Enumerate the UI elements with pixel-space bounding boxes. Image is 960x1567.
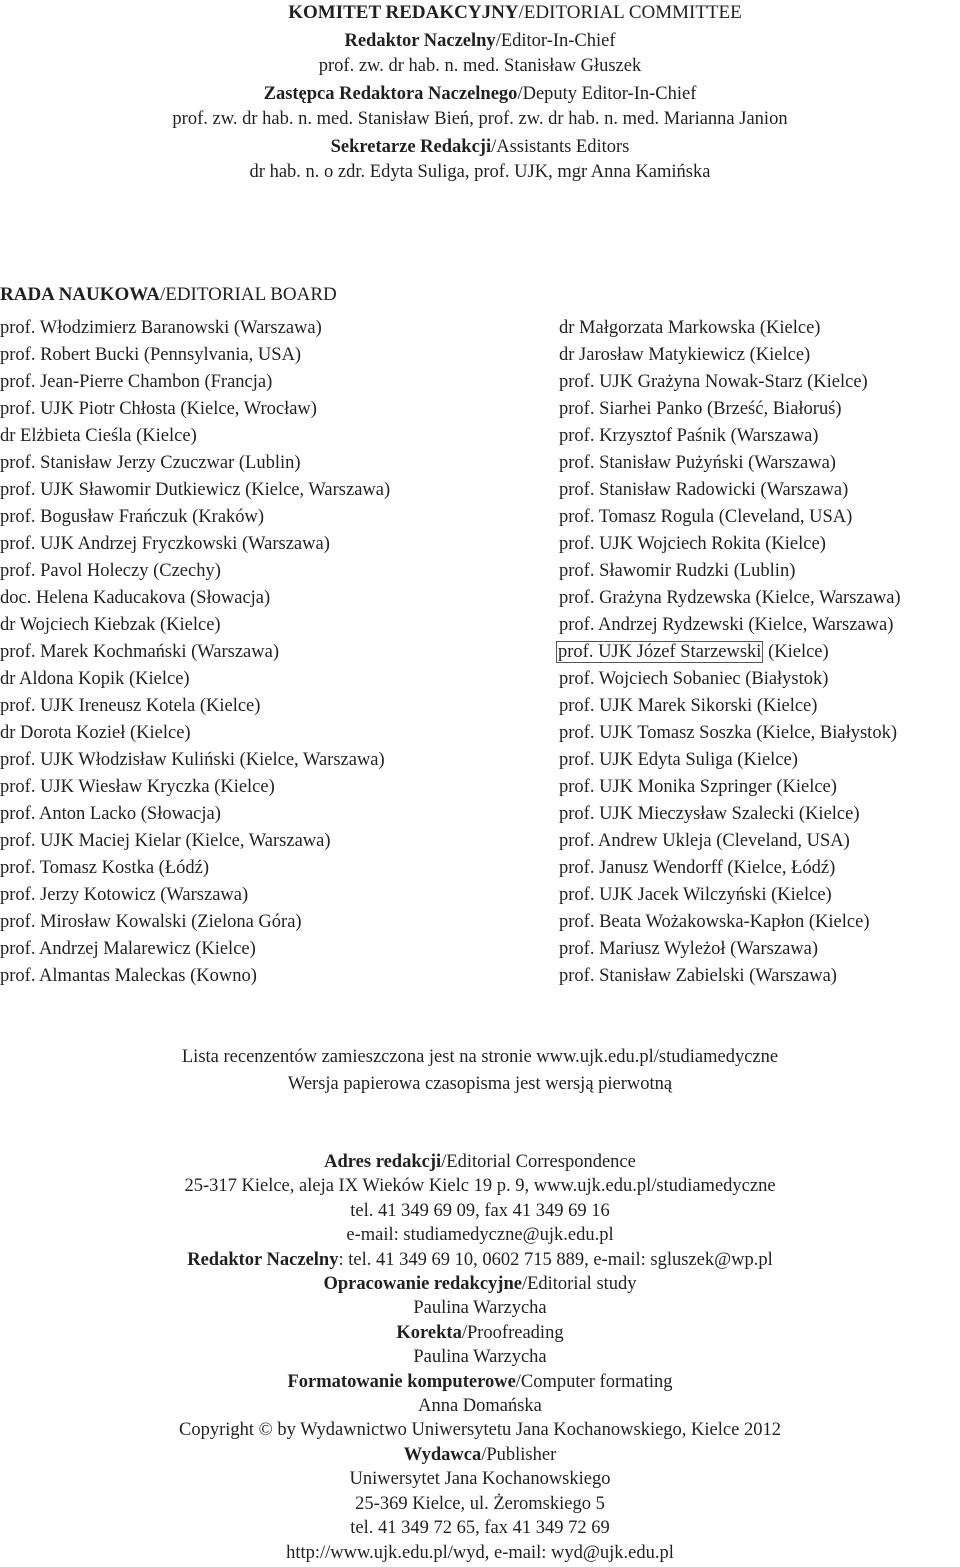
board-member: prof. UJK Mieczysław Szalecki (Kielce) <box>559 804 860 824</box>
reviewers-note: Lista recenzentów zamieszczona jest na stronie www.ujk.edu.pl/studiamedyczne <box>181 1047 779 1067</box>
copyright: Copyright © by Wydawnictwo Uniwersytetu Jana Kochanowskiego, Kielce 2012 <box>179 1420 781 1441</box>
address-street: 25-317 Kielce, aleja IX Wieków Kielc 19 p. 9, www.ujk.edu.pl/studiamedyczne <box>184 1176 776 1197</box>
deputy-editor-names: prof. zw. dr hab. n. med. Stanisław Bień, prof. zw. dr hab. n. med. Marianna Janion <box>172 109 788 129</box>
board-member: prof. Anton Lacko (Słowacja) <box>0 804 221 824</box>
board-member: prof. UJK Maciej Kielar (Kielce, Warszawa) <box>0 831 331 851</box>
publisher-phone: tel. 41 349 72 65, fax 41 349 72 69 <box>350 1518 610 1539</box>
editor-contact: Redaktor Naczelny: tel. 41 349 69 10, 0602 715 889, e-mail: sgluszek@wp.pl <box>187 1249 773 1270</box>
board-member: prof. Janusz Wendorff (Kielce, Łódź) <box>559 858 836 878</box>
proofreading-label: Korekta/Proofreading <box>396 1322 564 1343</box>
highlighted-member-name: prof. UJK Józef Starzewski <box>558 642 762 662</box>
editorial-study-label: Opracowanie redakcyjne/Editorial study <box>323 1274 637 1295</box>
board-member: prof. UJK Wiesław Kryczka (Kielce) <box>0 777 275 797</box>
publisher-name: Uniwersytet Jana Kochanowskiego <box>349 1469 611 1490</box>
deputy-editor-label: Zastępca Redaktora Naczelnego/Deputy Editor-In-Chief <box>263 84 697 104</box>
board-heading: RADA NAUKOWA/EDITORIAL BOARD <box>0 284 337 305</box>
publisher-street: 25-369 Kielce, ul. Żeromskiego 5 <box>355 1493 605 1514</box>
publisher-web: http://www.ujk.edu.pl/wyd, e-mail: wyd@ujk.edu.pl <box>286 1542 674 1563</box>
editor-in-chief-label: Redaktor Naczelny/Editor-In-Chief <box>344 31 616 51</box>
board-member: prof. Siarhei Panko (Brześć, Białoruś) <box>559 399 842 419</box>
board-member: prof. UJK Andrzej Fryczkowski (Warszawa) <box>0 534 330 554</box>
board-member: dr Elżbieta Cieśla (Kielce) <box>0 426 197 446</box>
editorial-committee <box>0 0 960 185</box>
board-member: prof. Wojciech Sobaniec (Białystok) <box>559 669 829 689</box>
board-member: prof. Tomasz Rogula (Cleveland, USA) <box>559 507 853 527</box>
board-member: prof. UJK Wojciech Rokita (Kielce) <box>559 534 826 554</box>
imprint <box>0 1150 960 1565</box>
board-list-right <box>559 315 901 990</box>
board-member: dr Małgorzata Markowska (Kielce) <box>559 318 821 338</box>
board-member: prof. Tomasz Kostka (Łódź) <box>0 858 210 878</box>
board-member: prof. Stanisław Radowicki (Warszawa) <box>559 480 849 500</box>
board-member: prof. Andrzej Rydzewski (Kielce, Warszawa) <box>559 615 894 635</box>
board-member: prof. Pavol Holeczy (Czechy) <box>0 561 221 581</box>
board-member: prof. Krzysztof Paśnik (Warszawa) <box>559 426 819 446</box>
board-member: prof. Włodzimierz Baranowski (Warszawa) <box>0 318 322 338</box>
board-member: prof. Stanisław Pużyński (Warszawa) <box>559 453 836 473</box>
proofreading-name: Paulina Warzycha <box>413 1347 547 1368</box>
board-member: prof. Sławomir Rudzki (Lublin) <box>559 561 796 581</box>
board-member: prof. Marek Kochmański (Warszawa) <box>0 642 279 662</box>
board-member: prof. Mirosław Kowalski (Zielona Góra) <box>0 912 302 932</box>
board-member: prof. UJK Grażyna Nowak-Starz (Kielce) <box>559 372 868 392</box>
board-member: dr Dorota Kozieł (Kielce) <box>0 723 191 743</box>
editorial-study-name: Paulina Warzycha <box>413 1298 547 1319</box>
board-list-left <box>0 315 390 990</box>
board-member: prof. UJK Jacek Wilczyński (Kielce) <box>559 885 832 905</box>
address-label: Adres redakcji/Editorial Correspondence <box>324 1152 636 1172</box>
board-member: prof. UJK Sławomir Dutkiewicz (Kielce, Warszawa) <box>0 480 391 500</box>
highlighted-member-place: (Kielce) <box>763 642 829 662</box>
paper-version-note: Wersja papierowa czasopisma jest wersją pierwotną <box>287 1074 673 1094</box>
address-phone: tel. 41 349 69 09, fax 41 349 69 16 <box>350 1200 610 1221</box>
formatting-name: Anna Domańska <box>418 1396 542 1417</box>
address-email: e-mail: studiamedyczne@ujk.edu.pl <box>346 1225 614 1246</box>
board-member: prof. Bogusław Frańczuk (Kraków) <box>0 507 265 527</box>
committee-heading: KOMITET REDAKCYJNY/EDITORIAL COMMITTEE <box>288 2 742 23</box>
board-member: prof. UJK Edyta Suliga (Kielce) <box>559 750 798 770</box>
board-member: prof. Robert Bucki (Pennsylvania, USA) <box>0 345 302 365</box>
formatting-label: Formatowanie komputerowe/Computer formating <box>287 1371 673 1392</box>
board-member: dr Wojciech Kiebzak (Kielce) <box>0 615 221 635</box>
board-member: prof. UJK Ireneusz Kotela (Kielce) <box>0 696 261 716</box>
board-member: prof. UJK Monika Szpringer (Kielce) <box>559 777 837 797</box>
board-member: doc. Helena Kaducakova (Słowacja) <box>0 588 271 608</box>
board-member: prof. Beata Wożakowska-Kapłon (Kielce) <box>559 912 870 932</box>
secretaries-names: dr hab. n. o zdr. Edyta Suliga, prof. UJK, mgr Anna Kamińska <box>249 162 711 182</box>
board-member: prof. UJK Tomasz Soszka (Kielce, Białystok) <box>559 723 897 743</box>
editor-in-chief-name: prof. zw. dr hab. n. med. Stanisław Głuszek <box>318 56 642 76</box>
board-member: prof. Stanisław Jerzy Czuczwar (Lublin) <box>0 453 301 473</box>
board-member: prof. UJK Piotr Chłosta (Kielce, Wrocław) <box>0 399 317 419</box>
board-member: prof. Jean-Pierre Chambon (Francja) <box>0 372 273 392</box>
board-member: prof. Jerzy Kotowicz (Warszawa) <box>0 885 249 905</box>
notes <box>0 1044 960 1098</box>
publisher-label: Wydawca/Publisher <box>403 1444 557 1465</box>
secretaries-label: Sekretarze Redakcji/Assistants Editors <box>330 137 630 157</box>
board-member: prof. Grażyna Rydzewska (Kielce, Warszawa) <box>559 588 901 608</box>
board-member: prof. Almantas Maleckas (Kowno) <box>0 966 257 986</box>
board-member <box>559 639 901 666</box>
board-member: prof. Mariusz Wyleżoł (Warszawa) <box>559 939 819 959</box>
board-member: dr Jarosław Matykiewicz (Kielce) <box>559 345 811 365</box>
board-member: prof. Stanisław Zabielski (Warszawa) <box>559 966 837 986</box>
board-member: dr Aldona Kopik (Kielce) <box>0 669 190 689</box>
board-member: prof. Andrew Ukleja (Cleveland, USA) <box>559 831 850 851</box>
board-member: prof. UJK Włodzisław Kuliński (Kielce, Warszawa) <box>0 750 385 770</box>
board-member: prof. Andrzej Malarewicz (Kielce) <box>0 939 256 959</box>
board-member: prof. UJK Marek Sikorski (Kielce) <box>559 696 818 716</box>
